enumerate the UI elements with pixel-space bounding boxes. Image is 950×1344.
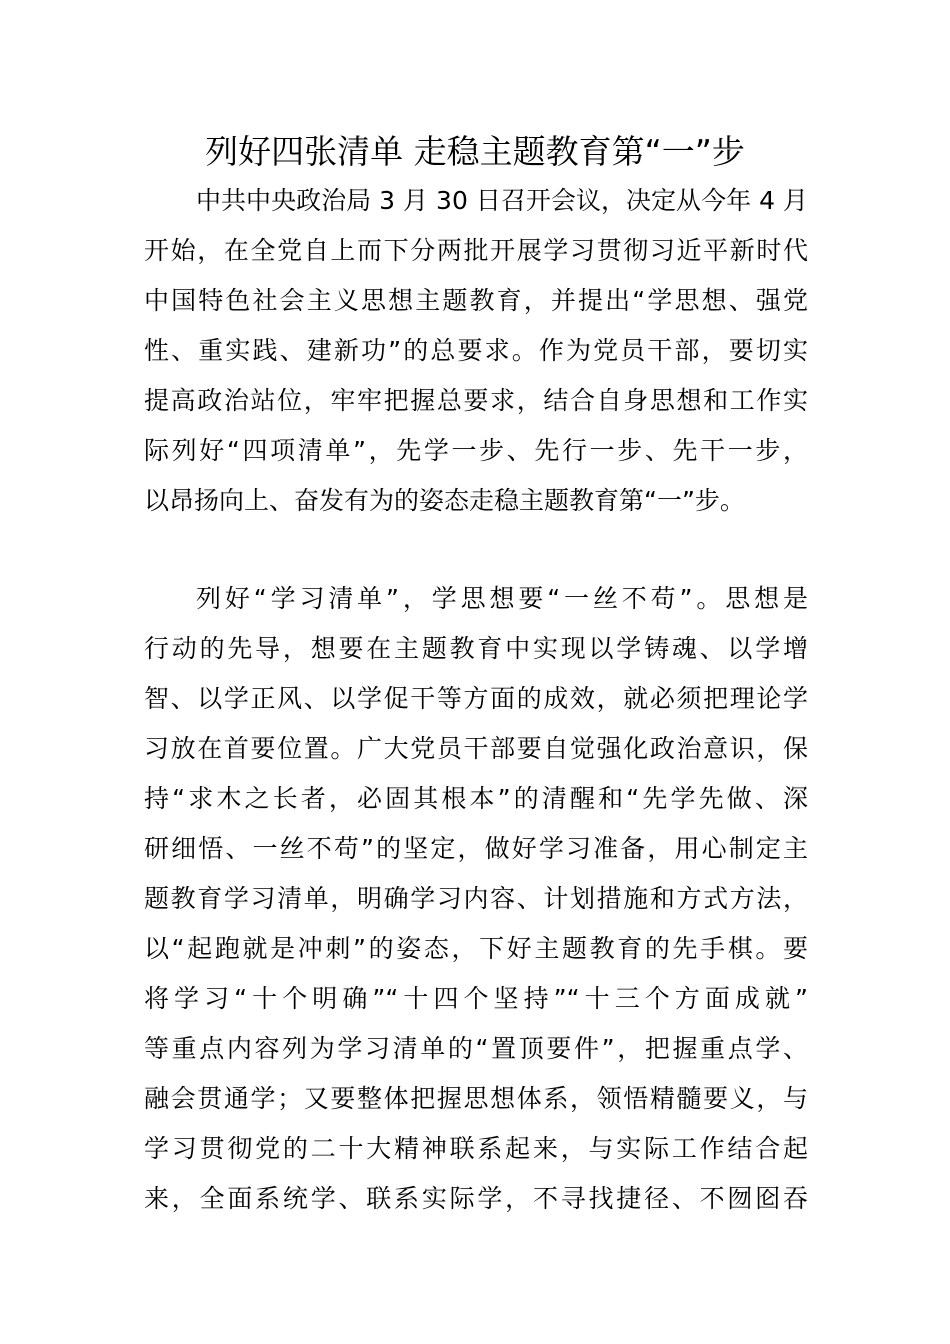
paragraph-line: 学习贯彻党的二十大精神联系起来，与实际工作结合起 xyxy=(144,1134,808,1163)
paragraph-line: 开始，在全党自上而下分两批开展学习贯彻习近平新时代 xyxy=(144,236,808,265)
paragraph-line: 行动的先导，想要在主题教育中实现以学铸魂、以学增 xyxy=(144,634,808,663)
paragraph-line: 性、重实践、建新功”的总要求。作为党员干部，要切实 xyxy=(144,336,808,365)
document-title: 列好四张清单 走稳主题教育第“一”步 xyxy=(205,132,745,171)
paragraph-line: 将学习“十个明确”“十四个坚持”“十三个方面成就” xyxy=(144,984,808,1013)
paragraph-line: 智、以学正风、以学促干等方面的成效，就必须把理论学 xyxy=(144,684,808,713)
paragraph-line: 持“求木之长者，必固其根本”的清醒和“先学先做、深 xyxy=(144,784,808,813)
paragraph-line: 习放在首要位置。广大党员干部要自觉强化政治意识，保 xyxy=(144,734,808,763)
paragraph-line: 提高政治站位，牢牢把握总要求，结合自身思想和工作实 xyxy=(144,386,808,415)
paragraph-line: 研细悟、一丝不苟”的坚定，做好学习准备，用心制定主 xyxy=(144,834,808,863)
paragraph-line: 际列好“四项清单”，先学一步、先行一步、先干一步， xyxy=(144,436,808,465)
paragraph-study-list xyxy=(144,574,808,1224)
paragraph-line: 中共中央政治局 3 月 30 日召开会议，决定从今年 4 月 xyxy=(196,186,808,215)
paragraph-line: 融会贯通学；又要整体把握思想体系，领悟精髓要义，与 xyxy=(144,1084,808,1113)
paragraph-line: 中国特色社会主义思想主题教育，并提出“学思想、强党 xyxy=(144,286,808,315)
paragraph-line: 以昂扬向上、奋发有为的姿态走稳主题教育第“一”步。 xyxy=(144,486,745,515)
paragraph-line: 以“起跑就是冲刺”的姿态，下好主题教育的先手棋。要 xyxy=(144,934,808,963)
paragraph-line: 列好“学习清单”，学思想要“一丝不苟”。思想是 xyxy=(196,584,808,613)
paragraph-intro xyxy=(144,176,808,526)
paragraph-line: 等重点内容列为学习清单的“置顶要件”，把握重点学、 xyxy=(144,1034,808,1063)
paragraph-line: 来，全面系统学、联系实际学，不寻找捷径、不囫囵吞 xyxy=(144,1184,808,1213)
paragraph-line: 题教育学习清单，明确学习内容、计划措施和方式方法， xyxy=(144,884,808,913)
